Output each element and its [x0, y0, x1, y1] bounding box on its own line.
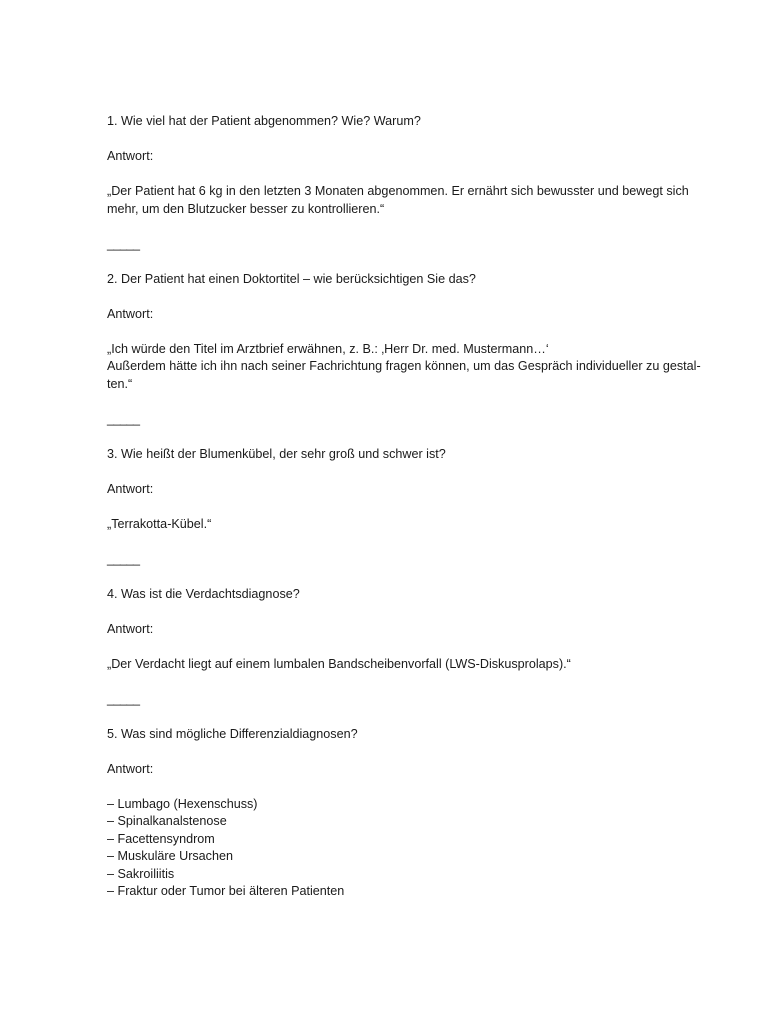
question-5: 5. Was sind mögliche Differenzialdiagnosen? — [107, 726, 358, 741]
separator-2: _____ — [107, 411, 140, 426]
answer-1-line-2: mehr, um den Blutzucker besser zu kontrollieren.“ — [107, 201, 385, 216]
answer-label-3: Antwort: — [107, 481, 154, 496]
qa-block-1 — [107, 113, 707, 271]
answer-label-2: Antwort: — [107, 306, 154, 321]
separator-1: _____ — [107, 236, 140, 251]
question-4: 4. Was ist die Verdachtsdiagnose? — [107, 586, 300, 601]
qa-block-5 — [107, 726, 707, 901]
answer-2-line-2: Außerdem hätte ich ihn nach seiner Fachrichtung fragen können, um das Gespräch individueller zu gestal- — [107, 359, 701, 373]
list-item: – Muskuläre Ursachen — [107, 849, 233, 863]
question-1: 1. Wie viel hat der Patient abgenommen? Wie? Warum? — [107, 114, 421, 128]
answer-4-line-1: „Der Verdacht liegt auf einem lumbalen Bandscheibenvorfall (LWS-Diskusprolaps).“ — [107, 656, 571, 671]
answer-label-4: Antwort: — [107, 621, 154, 636]
list-item: – Sakroiliitis — [107, 866, 175, 881]
qa-block-4 — [107, 586, 707, 726]
answer-2-line-3: ten.“ — [107, 376, 133, 391]
separator-3: _____ — [107, 551, 140, 566]
qa-block-2 — [107, 271, 707, 446]
list-item: – Lumbago (Hexenschuss) — [107, 796, 258, 811]
answer-label-5: Antwort: — [107, 761, 154, 776]
answer-2-line-1: „Ich würde den Titel im Arztbrief erwähnen, z. B.: ‚Herr Dr. med. Mustermann…‘ — [107, 341, 549, 356]
document-page — [107, 113, 707, 901]
list-item: – Facettensyndrom — [107, 831, 215, 846]
answer-label-1: Antwort: — [107, 149, 154, 163]
answer-1-line-1: „Der Patient hat 6 kg in den letzten 3 Monaten abgenommen. Er ernährt sich bewusster und bewegt sich — [107, 184, 689, 198]
list-item: – Spinalkanalstenose — [107, 814, 227, 828]
qa-block-3 — [107, 446, 707, 586]
separator-4: _____ — [107, 691, 140, 706]
answer-3-line-1: „Terrakotta-Kübel.“ — [107, 516, 212, 531]
question-2: 2. Der Patient hat einen Doktortitel – wie berücksichtigen Sie das? — [107, 271, 476, 286]
list-item: – Fraktur oder Tumor bei älteren Patienten — [107, 884, 345, 898]
question-3: 3. Wie heißt der Blumenkübel, der sehr groß und schwer ist? — [107, 446, 446, 461]
